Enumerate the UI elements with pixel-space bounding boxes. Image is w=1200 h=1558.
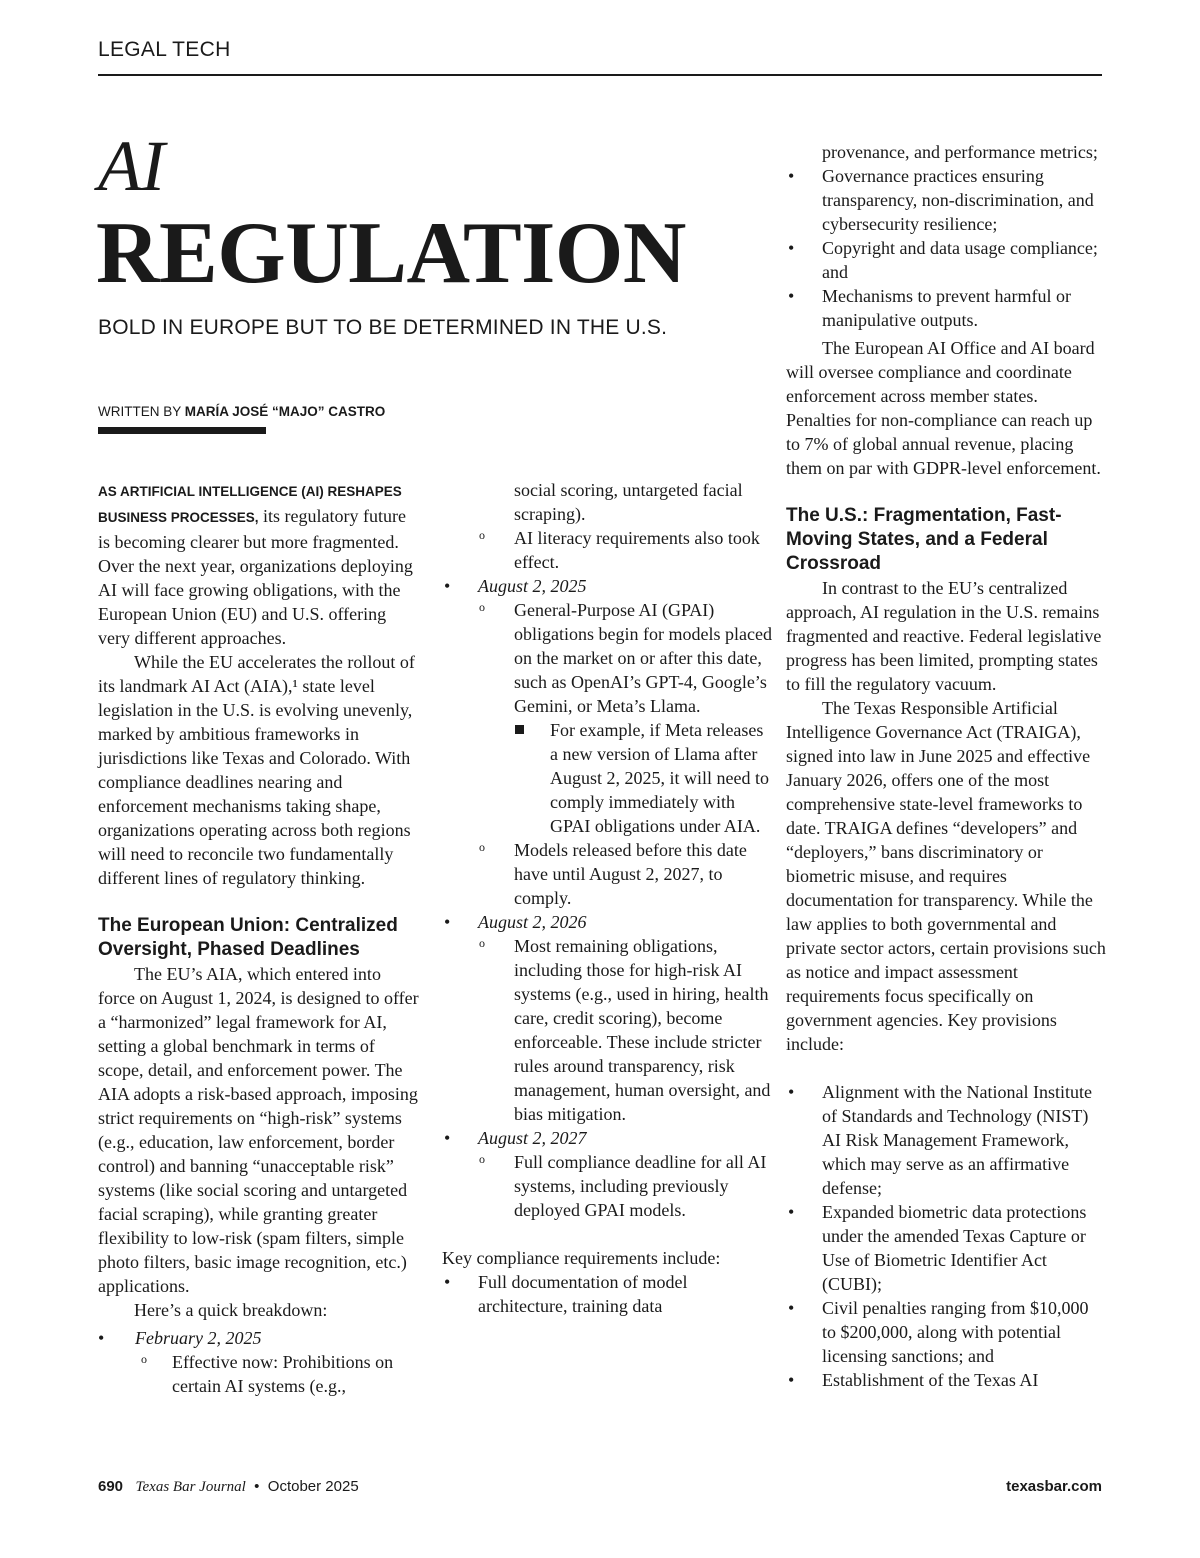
paragraph (98, 478, 420, 650)
sub-marker: o (479, 600, 485, 614)
list-subitem (442, 838, 772, 910)
byline-prefix: WRITTEN BY (98, 404, 182, 419)
subitem-text: Most remaining obligations, including those for high-risk AI systems (e.g., used in hiring, health care, credit scoring), become enforceable. These include stricter rules around transparency, risk management, human oversight, and bias mitigation. (514, 936, 771, 1124)
bullet-marker: • (444, 912, 451, 932)
list-item-date (442, 910, 772, 934)
date-label: August 2, 2026 (478, 912, 587, 932)
section-label: LEGAL TECH (98, 38, 231, 61)
footer-separator: • (254, 1478, 260, 1495)
list-subitem (98, 1350, 420, 1398)
list-item-text: Full documentation of model architecture, training data (478, 1272, 688, 1316)
list-item-date (442, 574, 772, 598)
section-heading-eu: The European Union: Centralized Oversight, Phased Deadlines (98, 915, 398, 960)
journal-name: Texas Bar Journal (135, 1479, 246, 1495)
list-item (786, 164, 1106, 236)
paragraph: Here’s a quick breakdown: (134, 1300, 328, 1320)
subitem-text: Effective now: Prohibitions on certain AI systems (e.g., (172, 1352, 394, 1396)
bullet-marker: • (788, 238, 795, 258)
list-subitem (442, 934, 772, 1126)
bullet-marker: • (788, 286, 795, 306)
list-item-text: Mechanisms to prevent harmful or manipulative outputs. (822, 286, 1071, 330)
list-item (786, 1368, 1106, 1392)
paragraph-text: its regulatory future is becoming clearer but more fragmented. Over the next year, organizations deploying AI will face growing obligations, with the European Union (EU) and U.S. offering very different approaches. (98, 506, 413, 648)
bullet-marker: • (788, 1298, 795, 1318)
lead-in: AS ARTIFICIAL INTELLIGENCE (AI) RESHAPES BUSINESS PROCESSES, (98, 484, 402, 525)
subitem-text: AI literacy requirements also took effect. (514, 528, 760, 572)
list-item-text: provenance, and performance metrics; (822, 142, 1098, 162)
footer (98, 1478, 359, 1496)
bullet-marker: • (444, 1128, 451, 1148)
bullet-marker: • (788, 1082, 795, 1102)
list-item (786, 1296, 1106, 1368)
list-subitem (442, 1150, 772, 1222)
sub-marker: o (479, 936, 485, 950)
title-line-1: AI (98, 126, 164, 206)
section-heading-us: The U.S.: Fragmentation, Fast-Moving States, and a Federal Crossroad (786, 505, 1062, 574)
paragraph: The Texas Responsible Artificial Intelligence Governance Act (TRAIGA), signed into law in June 2025 and effective January 2026, offers one of the most comprehensive state-level frameworks to date. TRAIGA defines “developers” and “deployers,” bans discriminatory or biometric misuse, and requires documentation for transparency. While the law applies to both governmental and private sector actors, certain provisions such as notice and impact assessment requirements focus specifically on government agencies. Key provisions include: (786, 698, 1106, 1054)
column-3 (786, 140, 1106, 1392)
list-subsubitem (442, 718, 772, 838)
bullet-marker: • (98, 1328, 105, 1348)
list-item-text: Expanded biometric data protections under the amended Texas Capture or Use of Biometric Identifier Act (CUBI); (822, 1202, 1087, 1294)
list-item-text: Governance practices ensuring transparency, non-discrimination, and cybersecurity resilience; (822, 166, 1094, 234)
byline-bar (98, 427, 266, 434)
sub-marker: o (479, 1152, 485, 1166)
bullet-marker: • (444, 1272, 451, 1292)
list-item (442, 1270, 772, 1318)
date-label: August 2, 2027 (478, 1128, 587, 1148)
sub-marker: o (141, 1352, 147, 1366)
bullet-marker: • (788, 1202, 795, 1222)
bullet-marker: • (788, 166, 795, 186)
header-rule (98, 74, 1102, 76)
list-item-date (98, 1326, 420, 1350)
list-item-text: Establishment of the Texas AI (822, 1370, 1039, 1390)
date-label: February 2, 2025 (135, 1328, 262, 1348)
date-label: August 2, 2025 (478, 576, 587, 596)
list-subitem (442, 478, 772, 526)
list-item-text: Alignment with the National Institute of Standards and Technology (NIST) AI Risk Management Framework, which may serve as an affirmative defense; (822, 1082, 1092, 1198)
column-2 (442, 478, 772, 1318)
page-number: 690 (98, 1478, 124, 1495)
paragraph: Key compliance requirements include: (442, 1248, 721, 1268)
sub-marker: o (479, 840, 485, 854)
subitem-text: Full compliance deadline for all AI systems, including previously deployed GPAI models. (514, 1152, 767, 1220)
paragraph: The European AI Office and AI board will oversee compliance and coordinate enforcement across member states. Penalties for non-compliance can reach up to 7% of global annual revenue, placing them on par with GDPR-level enforcement. (786, 338, 1101, 478)
footer-url[interactable]: texasbar.com (1006, 1478, 1102, 1495)
list-item (786, 1200, 1106, 1296)
list-item-text: Copyright and data usage compliance; and (822, 238, 1098, 282)
subitem-text: Models released before this date have until August 2, 2027, to comply. (514, 840, 747, 908)
paragraph: While the EU accelerates the rollout of its landmark AI Act (AIA),¹ state level legislation in the U.S. is evolving unevenly, marked by ambitious frameworks in jurisdictions like Texas and Colorado. With compliance deadlines nearing and enforcement mechanisms taking shape, organizations operating across both regions will need to reconcile two fundamentally different lines of regulatory thinking. (98, 652, 415, 888)
bullet-marker: • (444, 576, 451, 596)
list-item (786, 1080, 1106, 1200)
list-subitem (442, 598, 772, 718)
list-item-date (442, 1126, 772, 1150)
column-1 (98, 477, 420, 1398)
bullet-marker: • (788, 1370, 795, 1390)
issue-date: October 2025 (267, 1478, 359, 1495)
subsubitem-text: For example, if Meta releases a new version of Llama after August 2, 2025, it will need to comply immediately with GPAI obligations under AIA. (550, 720, 769, 836)
byline (98, 404, 385, 419)
subitem-text: social scoring, untargeted facial scraping). (514, 480, 743, 524)
byline-author: MARÍA JOSÉ “MAJO” CASTRO (184, 404, 386, 419)
square-bullet-icon (515, 725, 524, 734)
paragraph: In contrast to the EU’s centralized approach, AI regulation in the U.S. remains fragmented and reactive. Federal legislative progress has been limited, prompting states to fill the regulatory vacuum. (786, 578, 1102, 694)
subitem-text: General-Purpose AI (GPAI) obligations begin for models placed on the market on or after this date, such as OpenAI’s GPT-4, Google’s Gemini, or Meta’s Llama. (514, 600, 772, 716)
title-line-2: REGULATION (96, 205, 686, 302)
list-item (786, 236, 1106, 284)
list-subitem (442, 526, 772, 574)
paragraph: The EU’s AIA, which entered into force on August 1, 2024, is designed to offer a “harmonized” legal framework for AI, setting a global benchmark in terms of scope, detail, and enforcement power. The AIA adopts a risk-based approach, imposing strict requirements on “high-risk” systems (e.g., education, law enforcement, border control) and banning “unacceptable risk” systems (like social scoring and untargeted facial scraping), while granting greater flexibility to low-risk (spam filters, simple photo filters, basic image recognition, etc.) applications. (98, 964, 419, 1296)
list-item-text: Civil penalties ranging from $10,000 to $200,000, along with potential licensing sanctions; and (822, 1298, 1089, 1366)
list-item (786, 140, 1106, 164)
sub-marker: o (479, 528, 485, 542)
subtitle: BOLD IN EUROPE BUT TO BE DETERMINED IN THE U.S. (98, 316, 668, 339)
list-item (786, 284, 1106, 332)
